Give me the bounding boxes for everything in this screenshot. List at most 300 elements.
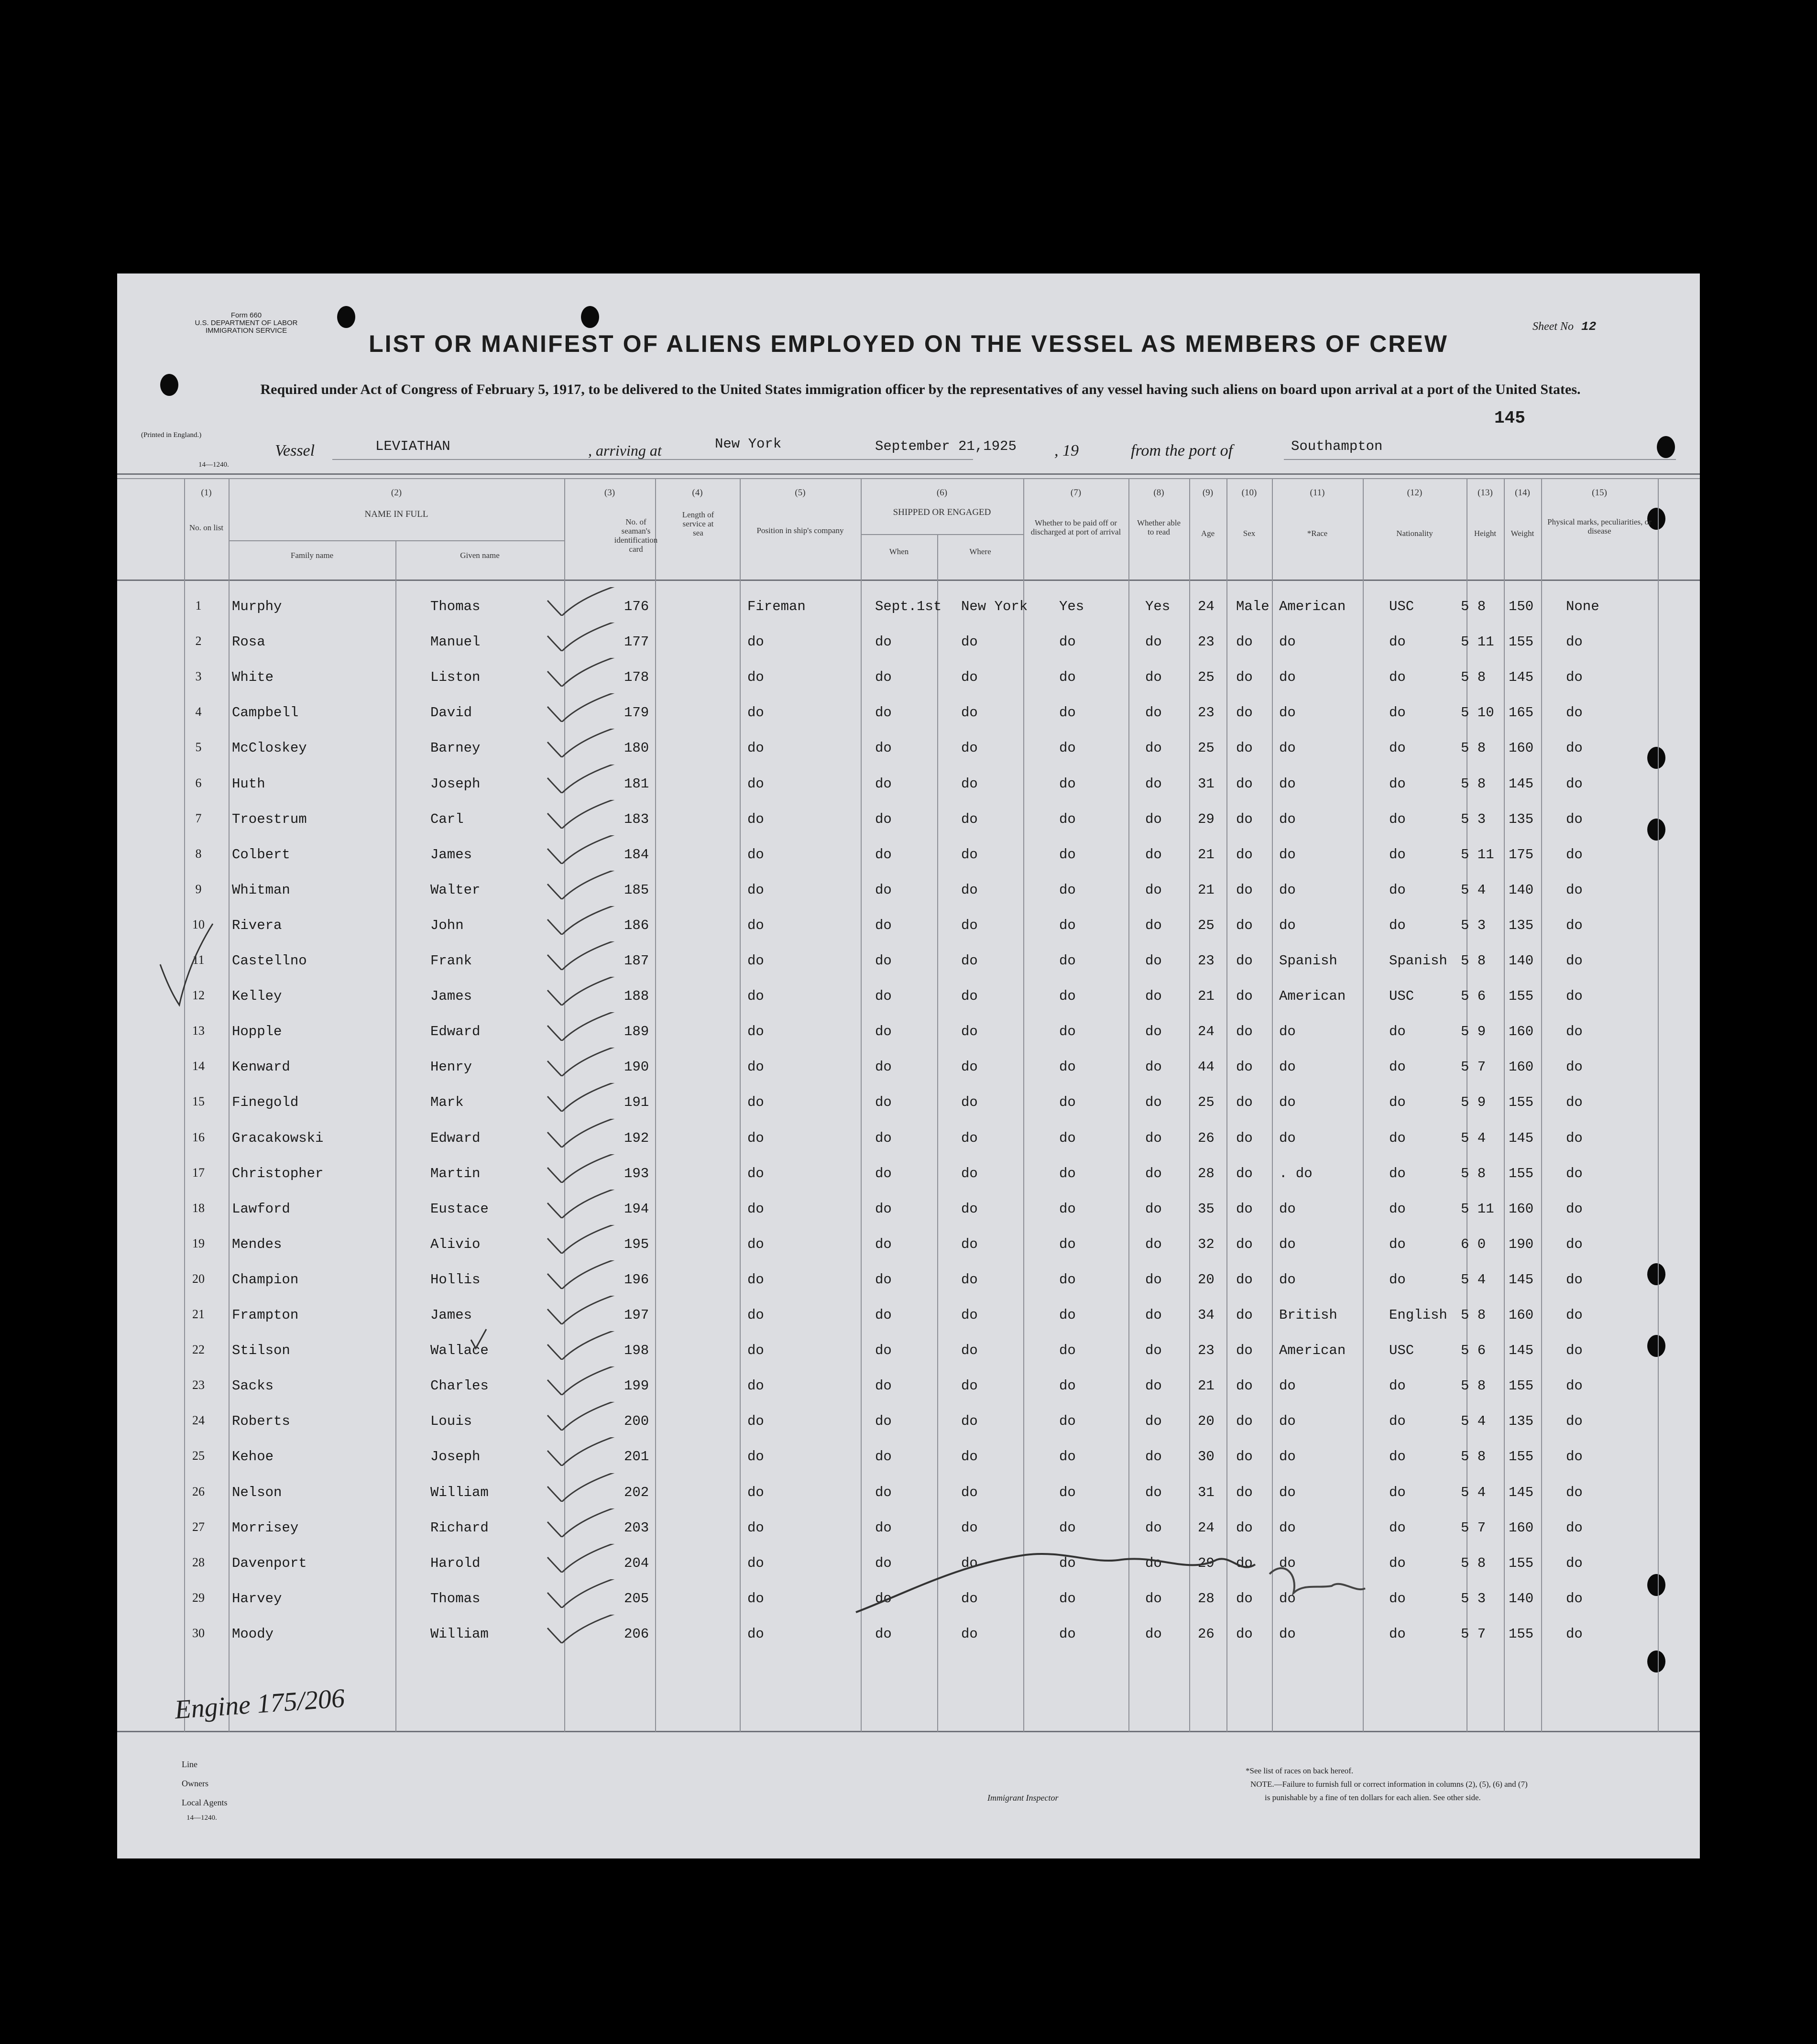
seaman-card-number: 184 — [624, 847, 649, 863]
sex: do — [1236, 1485, 1253, 1500]
race: do — [1279, 1378, 1296, 1394]
shipped-where: do — [961, 1130, 978, 1146]
shipped-where: do — [961, 1343, 978, 1358]
able-to-read: do — [1145, 882, 1162, 898]
header-race: *Race — [1307, 529, 1328, 538]
physical-marks: do — [1566, 1236, 1583, 1252]
physical-marks: do — [1566, 882, 1583, 898]
race: do — [1279, 1272, 1296, 1288]
position: do — [747, 1201, 764, 1217]
row-number: 6 — [195, 776, 202, 790]
nationality: USC — [1389, 1343, 1414, 1358]
family-name: Champion — [232, 1272, 299, 1288]
shipped-where: do — [961, 953, 978, 969]
race: do — [1279, 1626, 1296, 1642]
height: 5 8 — [1461, 740, 1486, 756]
paid-off: do — [1059, 988, 1076, 1004]
seaman-card-number: 196 — [624, 1272, 649, 1288]
sex: do — [1236, 1130, 1253, 1146]
paid-off: Yes — [1059, 599, 1084, 614]
sex: do — [1236, 776, 1253, 792]
row-number: 26 — [192, 1485, 205, 1498]
family-name: Huth — [232, 776, 265, 792]
race: do — [1279, 811, 1296, 827]
sex: do — [1236, 811, 1253, 827]
able-to-read: do — [1145, 1449, 1162, 1465]
physical-marks: do — [1566, 634, 1583, 650]
height: 5 3 — [1461, 918, 1486, 933]
nationality: do — [1389, 1059, 1406, 1075]
age: 29 — [1198, 811, 1215, 827]
from-port-label: from the port of — [1131, 442, 1233, 459]
seaman-card-number: 193 — [624, 1166, 649, 1181]
able-to-read: do — [1145, 1555, 1162, 1571]
race: Spanish — [1279, 953, 1337, 969]
sex: do — [1236, 882, 1253, 898]
sex: do — [1236, 1591, 1253, 1607]
row-number: 17 — [192, 1166, 205, 1180]
physical-marks: do — [1566, 1307, 1583, 1323]
col-num: (8) — [1153, 488, 1164, 498]
physical-marks: do — [1566, 1591, 1583, 1607]
weight: 155 — [1509, 1626, 1534, 1642]
shipped-where: do — [961, 669, 978, 685]
age: 21 — [1198, 882, 1215, 898]
shipped-where: do — [961, 1272, 978, 1288]
height: 5 10 — [1461, 705, 1494, 721]
header-seaman-card: No. of seaman's identification card — [614, 517, 658, 554]
seaman-card-number: 183 — [624, 811, 649, 827]
service-name: IMMIGRATION SERVICE — [205, 327, 287, 335]
physical-marks: do — [1566, 1449, 1583, 1465]
sex: do — [1236, 669, 1253, 685]
height: 5 8 — [1461, 599, 1486, 614]
shipped-when: do — [875, 1272, 892, 1288]
sex: Male — [1236, 599, 1270, 614]
sex: do — [1236, 1059, 1253, 1075]
shipped-where: do — [961, 705, 978, 721]
able-to-read: do — [1145, 1343, 1162, 1358]
position: do — [747, 1024, 764, 1039]
race: American — [1279, 988, 1346, 1004]
position: do — [747, 847, 764, 863]
paid-off: do — [1059, 1307, 1076, 1323]
seaman-card-number: 189 — [624, 1024, 649, 1039]
weight: 140 — [1509, 882, 1534, 898]
seaman-card-number: 198 — [624, 1343, 649, 1358]
sheet-label: Sheet No 12 — [1532, 319, 1597, 334]
able-to-read: do — [1145, 953, 1162, 969]
height: 5 11 — [1461, 1201, 1494, 1217]
position: do — [747, 988, 764, 1004]
sex: do — [1236, 1626, 1253, 1642]
physical-marks: do — [1566, 776, 1583, 792]
height: 5 6 — [1461, 988, 1486, 1004]
nationality: USC — [1389, 988, 1414, 1004]
row-number: 18 — [192, 1201, 205, 1215]
age: 32 — [1198, 1236, 1215, 1252]
age: 34 — [1198, 1307, 1215, 1323]
nationality: do — [1389, 811, 1406, 827]
physical-marks: do — [1566, 669, 1583, 685]
race: do — [1279, 1059, 1296, 1075]
vessel-name: LEVIATHAN — [375, 438, 450, 454]
able-to-read: do — [1145, 1378, 1162, 1394]
nationality: do — [1389, 1520, 1406, 1536]
physical-marks: do — [1566, 1378, 1583, 1394]
seaman-card-number: 192 — [624, 1130, 649, 1146]
position: do — [747, 669, 764, 685]
paid-off: do — [1059, 705, 1076, 721]
document-subtitle: Required under Act of Congress of February 5, 1917, to be delivered to the United States immigration officer by the representatives of any vessel having such aliens on board upon arrival at a port of the United States. — [260, 382, 1581, 397]
printed-in-note: (Printed in England.) — [141, 431, 202, 439]
able-to-read: do — [1145, 988, 1162, 1004]
physical-marks: do — [1566, 740, 1583, 756]
paid-off: do — [1059, 1024, 1076, 1039]
nationality: do — [1389, 1236, 1406, 1252]
col-num: (3) — [604, 488, 615, 498]
able-to-read: do — [1145, 918, 1162, 933]
physical-marks: do — [1566, 953, 1583, 969]
col-num: (10) — [1241, 488, 1257, 498]
physical-marks: do — [1566, 1485, 1583, 1500]
shipped-when: do — [875, 1449, 892, 1465]
arrival-port: New York — [715, 436, 782, 452]
fine-note-line-1: NOTE.—Failure to furnish full or correct information in columns (2), (5), (6) and (7) — [1250, 1780, 1528, 1789]
position: do — [747, 1626, 764, 1642]
nationality: English — [1389, 1307, 1447, 1323]
given-name: Alivio — [430, 1236, 481, 1252]
header-height: Height — [1474, 529, 1497, 538]
seaman-card-number: 204 — [624, 1555, 649, 1571]
header-family-name: Family name — [290, 551, 334, 560]
family-name: Morrisey — [232, 1520, 299, 1536]
shipped-when: do — [875, 918, 892, 933]
paid-off: do — [1059, 1236, 1076, 1252]
physical-marks: do — [1566, 1201, 1583, 1217]
weight: 155 — [1509, 1166, 1534, 1181]
position: do — [747, 740, 764, 756]
row-number: 24 — [192, 1413, 205, 1427]
paid-off: do — [1059, 740, 1076, 756]
paid-off: do — [1059, 1555, 1076, 1571]
seaman-card-number: 190 — [624, 1059, 649, 1075]
sex: do — [1236, 1307, 1253, 1323]
row-number: 9 — [195, 882, 202, 896]
weight: 155 — [1509, 1378, 1534, 1394]
col-num: (12) — [1407, 488, 1423, 498]
seaman-card-number: 179 — [624, 705, 649, 721]
family-name: Gracakowski — [232, 1130, 324, 1146]
able-to-read: Yes — [1145, 599, 1171, 614]
position: do — [747, 1272, 764, 1288]
row-number: 27 — [192, 1520, 205, 1534]
race: do — [1279, 705, 1296, 721]
row-number: 2 — [195, 634, 202, 648]
shipped-where: do — [961, 1449, 978, 1465]
department-name: U.S. DEPARTMENT OF LABOR — [195, 319, 298, 327]
position: do — [747, 1343, 764, 1358]
header-paid-off: Whether to be paid off or discharged at port of arrival — [1030, 518, 1121, 536]
race: American — [1279, 1343, 1346, 1358]
given-name: Barney — [430, 740, 481, 756]
weight: 150 — [1509, 599, 1534, 614]
col-num: (15) — [1592, 488, 1607, 498]
race: do — [1279, 1449, 1296, 1465]
family-name: Christopher — [232, 1166, 324, 1181]
family-name: Moody — [232, 1626, 274, 1642]
inspector-signature — [856, 1554, 1255, 1612]
height: 5 4 — [1461, 1130, 1486, 1146]
nationality: do — [1389, 847, 1406, 863]
paid-off: do — [1059, 1378, 1076, 1394]
physical-marks: do — [1566, 918, 1583, 933]
height: 5 4 — [1461, 882, 1486, 898]
shipped-where: do — [961, 1378, 978, 1394]
given-name: James — [430, 988, 472, 1004]
family-name: Finegold — [232, 1094, 299, 1110]
paid-off: do — [1059, 953, 1076, 969]
col-num: (14) — [1515, 488, 1530, 498]
position: do — [747, 634, 764, 650]
able-to-read: do — [1145, 1272, 1162, 1288]
row-number: 1 — [195, 599, 202, 612]
col-num: (11) — [1310, 488, 1325, 498]
row-number: 28 — [192, 1555, 205, 1569]
weight: 175 — [1509, 847, 1534, 863]
age: 25 — [1198, 918, 1215, 933]
height: 5 8 — [1461, 1449, 1486, 1465]
position: do — [747, 1449, 764, 1465]
paid-off: do — [1059, 918, 1076, 933]
shipped-where: do — [961, 882, 978, 898]
col-num: (9) — [1202, 488, 1214, 498]
age: 26 — [1198, 1626, 1215, 1642]
age: 24 — [1198, 1520, 1215, 1536]
form-number: Form 660 — [230, 311, 262, 319]
physical-marks: do — [1566, 705, 1583, 721]
shipped-where: do — [961, 1413, 978, 1429]
header-weight: Weight — [1511, 529, 1534, 538]
weight: 140 — [1509, 953, 1534, 969]
given-name: Carl — [430, 811, 464, 827]
row-number: 16 — [192, 1130, 205, 1144]
race: do — [1279, 1591, 1296, 1607]
shipped-when: do — [875, 811, 892, 827]
seaman-card-number: 187 — [624, 953, 649, 969]
position: do — [747, 1413, 764, 1429]
sex: do — [1236, 705, 1253, 721]
row-number: 23 — [192, 1378, 205, 1392]
given-name: Henry — [430, 1059, 472, 1075]
header-given-name: Given name — [460, 551, 500, 560]
given-name: Thomas — [430, 1591, 481, 1607]
vessel-label: Vessel — [275, 442, 315, 459]
able-to-read: do — [1145, 1236, 1162, 1252]
weight: 160 — [1509, 1059, 1534, 1075]
sex: do — [1236, 918, 1253, 933]
nationality: USC — [1389, 599, 1414, 614]
shipped-where: New York — [961, 599, 1028, 614]
row-number: 5 — [195, 740, 202, 754]
seaman-card-number: 203 — [624, 1520, 649, 1536]
family-name: Castellno — [232, 953, 307, 969]
height: 5 8 — [1461, 953, 1486, 969]
shipped-where: do — [961, 740, 978, 756]
race: do — [1279, 669, 1296, 685]
shipped-when: do — [875, 1059, 892, 1075]
seaman-card-number: 188 — [624, 988, 649, 1004]
weight: 160 — [1509, 1520, 1534, 1536]
row-number: 12 — [192, 988, 205, 1002]
shipped-when: do — [875, 1130, 892, 1146]
row-number: 22 — [192, 1343, 205, 1356]
family-name: Rivera — [232, 918, 282, 933]
weight: 160 — [1509, 740, 1534, 756]
given-name: Joseph — [430, 776, 481, 792]
weight: 145 — [1509, 669, 1534, 685]
able-to-read: do — [1145, 847, 1162, 863]
position: do — [747, 1378, 764, 1394]
position: do — [747, 1166, 764, 1181]
shipped-when: do — [875, 740, 892, 756]
seaman-card-number: 199 — [624, 1378, 649, 1394]
seaman-card-number: 201 — [624, 1449, 649, 1465]
margin-tick-mark — [160, 924, 213, 1005]
col-num: (1) — [201, 488, 212, 498]
weight: 155 — [1509, 1449, 1534, 1465]
nationality: do — [1389, 1130, 1406, 1146]
physical-marks: do — [1566, 1626, 1583, 1642]
position: do — [747, 1485, 764, 1500]
position: do — [747, 1236, 764, 1252]
given-name: Richard — [430, 1520, 489, 1536]
position: do — [747, 705, 764, 721]
able-to-read: do — [1145, 1626, 1162, 1642]
shipped-when: do — [875, 1591, 892, 1607]
race: do — [1279, 776, 1296, 792]
paid-off: do — [1059, 1520, 1076, 1536]
age: 24 — [1198, 599, 1215, 614]
shipped-where: do — [961, 847, 978, 863]
race: do — [1279, 740, 1296, 756]
arrival-date: September 21,1925 — [875, 438, 1017, 454]
sex: do — [1236, 1343, 1253, 1358]
row-number: 8 — [195, 847, 202, 861]
weight: 135 — [1509, 811, 1534, 827]
height: 5 8 — [1461, 669, 1486, 685]
header-when: When — [889, 547, 909, 556]
physical-marks: do — [1566, 1272, 1583, 1288]
seaman-card-number: 197 — [624, 1307, 649, 1323]
row-number: 3 — [195, 669, 202, 683]
row-number: 7 — [195, 811, 202, 825]
able-to-read: do — [1145, 1485, 1162, 1500]
footer-code: 14—1240. — [186, 1814, 217, 1822]
position: do — [747, 1307, 764, 1323]
height: 5 8 — [1461, 1166, 1486, 1181]
race: do — [1279, 1520, 1296, 1536]
able-to-read: do — [1145, 1413, 1162, 1429]
nationality: do — [1389, 1166, 1406, 1181]
given-name: James — [430, 847, 472, 863]
family-name: White — [232, 669, 274, 685]
able-to-read: do — [1145, 776, 1162, 792]
family-name: Kehoe — [232, 1449, 274, 1465]
age: 26 — [1198, 1130, 1215, 1146]
age: 30 — [1198, 1449, 1215, 1465]
seaman-card-number: 191 — [624, 1094, 649, 1110]
height: 5 7 — [1461, 1626, 1486, 1642]
weight: 145 — [1509, 1130, 1534, 1146]
height: 5 8 — [1461, 1555, 1486, 1571]
handwritten-engine-note: Engine 175/206 — [174, 1683, 346, 1725]
age: 23 — [1198, 705, 1215, 721]
row-number: 4 — [195, 705, 202, 719]
shipped-where: do — [961, 1166, 978, 1181]
shipped-when: do — [875, 1094, 892, 1110]
shipped-when: do — [875, 1520, 892, 1536]
weight: 165 — [1509, 705, 1534, 721]
sex: do — [1236, 1094, 1253, 1110]
col-num: (7) — [1070, 488, 1082, 498]
shipped-when: do — [875, 1201, 892, 1217]
nationality: do — [1389, 1485, 1406, 1500]
able-to-read: do — [1145, 740, 1162, 756]
seaman-card-number: 186 — [624, 918, 649, 933]
col-num: (2) — [391, 488, 402, 498]
nationality: do — [1389, 1024, 1406, 1039]
header-able-to-read: Whether able to read — [1137, 518, 1181, 536]
family-name: Sacks — [232, 1378, 274, 1394]
height: 5 9 — [1461, 1094, 1486, 1110]
paid-off: do — [1059, 847, 1076, 863]
able-to-read: do — [1145, 1520, 1162, 1536]
age: 21 — [1198, 1378, 1215, 1394]
able-to-read: do — [1145, 1130, 1162, 1146]
physical-marks: do — [1566, 1166, 1583, 1181]
row-number: 29 — [192, 1591, 205, 1605]
shipped-where: do — [961, 811, 978, 827]
shipped-when: do — [875, 882, 892, 898]
arriving-label: , arriving at — [588, 442, 662, 459]
row-number: 10 — [192, 918, 205, 931]
col-num: (5) — [795, 488, 806, 498]
manifest-sheet — [117, 273, 1700, 1858]
seaman-card-number: 177 — [624, 634, 649, 650]
paid-off: do — [1059, 882, 1076, 898]
shipped-where: do — [961, 1520, 978, 1536]
physical-marks: do — [1566, 988, 1583, 1004]
sex: do — [1236, 1449, 1253, 1465]
given-name: Martin — [430, 1166, 481, 1181]
shipped-where: do — [961, 918, 978, 933]
row-number: 20 — [192, 1272, 205, 1286]
given-name: Walter — [430, 882, 481, 898]
shipped-when: do — [875, 1378, 892, 1394]
shipped-where: do — [961, 634, 978, 650]
age: 44 — [1198, 1059, 1215, 1075]
sex: do — [1236, 634, 1253, 650]
family-name: Harvey — [232, 1591, 282, 1607]
given-name: Louis — [430, 1413, 472, 1429]
nationality: do — [1389, 1449, 1406, 1465]
col-num: (4) — [692, 488, 703, 498]
seaman-card-number: 180 — [624, 740, 649, 756]
paid-off: do — [1059, 1485, 1076, 1500]
weight: 155 — [1509, 634, 1534, 650]
physical-marks: do — [1566, 1343, 1583, 1358]
